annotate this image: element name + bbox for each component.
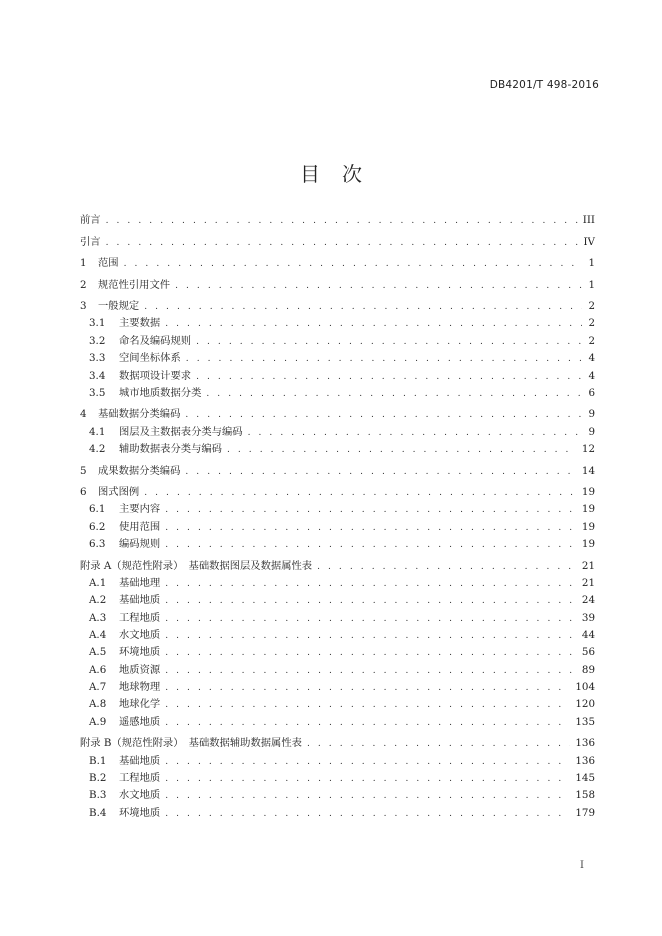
toc-entry-label — [89, 519, 160, 536]
toc-entry-title: 规范性引用文件 — [98, 278, 171, 291]
toc-entry[interactable] — [80, 610, 595, 627]
toc-entry-title: 基础地质 — [119, 754, 161, 767]
toc-entry-number: 3 — [80, 300, 87, 313]
toc-entry-title: 空间坐标体系 — [119, 352, 181, 365]
toc-leader-dots — [165, 645, 577, 662]
toc-leader-dots — [165, 502, 577, 519]
toc-entry-page: 1 — [588, 278, 595, 291]
toc-entry-number: 3.3 — [89, 352, 106, 365]
toc-entry-page: 19 — [581, 486, 595, 499]
toc-entry-label — [89, 644, 160, 661]
toc-entry-title: 工程地质 — [119, 772, 161, 784]
toc-entry-label — [89, 350, 181, 367]
toc-entry[interactable] — [80, 484, 595, 501]
toc-leader-dots — [175, 278, 582, 295]
toc-entry-number: 4.2 — [89, 443, 106, 456]
toc-entry-number: 4.1 — [89, 425, 106, 438]
toc-entry[interactable] — [80, 753, 595, 770]
toc-entry[interactable] — [80, 255, 595, 272]
toc-leader-dots — [165, 754, 570, 771]
toc-entry-title: 基础数据分类编码 — [98, 408, 181, 421]
toc-entry-label — [89, 424, 243, 441]
toc-entry-label — [89, 575, 160, 592]
toc-entry-page: 9 — [588, 425, 595, 438]
toc-entry-title: 主要数据 — [119, 317, 161, 330]
toc-entry-page: 44 — [581, 629, 595, 642]
toc-entry-number: 6.3 — [89, 538, 106, 551]
toc-entry-page: 2 — [588, 300, 595, 313]
toc-leader-dots — [165, 628, 577, 645]
toc-leader-dots — [144, 299, 582, 316]
table-of-contents — [80, 212, 595, 822]
toc-entry[interactable] — [80, 735, 595, 752]
toc-entry[interactable] — [80, 424, 595, 441]
toc-leader-dots — [186, 351, 582, 368]
toc-entry[interactable] — [80, 805, 595, 822]
toc-leader-dots — [124, 256, 582, 273]
toc-leader-dots — [248, 425, 582, 442]
toc-entry-number: 6 — [80, 486, 87, 499]
toc-entry-number: 3.1 — [89, 317, 106, 330]
toc-entry-page: 2 — [588, 317, 595, 330]
toc-entry[interactable] — [80, 644, 595, 661]
toc-entry[interactable] — [80, 662, 595, 679]
toc-entry-page: 14 — [581, 464, 595, 477]
toc-entry[interactable] — [80, 441, 595, 458]
toc-leader-dots — [165, 593, 577, 610]
toc-entry[interactable] — [80, 212, 595, 229]
toc-leader-dots — [165, 576, 577, 593]
toc-entry-title: 成果数据分类编码 — [98, 464, 181, 477]
toc-leader-dots — [165, 611, 577, 628]
toc-entry-label — [89, 787, 160, 804]
toc-entry-title: 基础地理 — [119, 577, 161, 590]
toc-entry-label — [89, 770, 160, 787]
toc-entry-label — [89, 501, 160, 518]
toc-entry-page: 4 — [588, 369, 595, 382]
toc-entry-title: 主要内容 — [119, 503, 161, 516]
toc-leader-dots — [165, 316, 582, 333]
toc-entry[interactable] — [80, 770, 595, 787]
toc-entry[interactable] — [80, 627, 595, 644]
toc-entry-label — [80, 298, 139, 315]
toc-entry-label — [89, 315, 160, 332]
toc-entry[interactable] — [80, 787, 595, 804]
toc-entry-number: B.2 — [89, 772, 107, 784]
toc-entry-page: 158 — [575, 789, 595, 802]
toc-entry[interactable] — [80, 519, 595, 536]
toc-entry-title: 使用范围 — [119, 520, 161, 533]
toc-entry-title: 范围 — [98, 257, 119, 270]
toc-entry-label — [89, 696, 160, 713]
toc-entry-page: 2 — [588, 334, 595, 347]
toc-entry-page: 19 — [581, 520, 595, 533]
toc-entry[interactable] — [80, 368, 595, 385]
toc-entry-title: 水文地质 — [119, 789, 161, 802]
toc-entry-label — [89, 385, 201, 402]
toc-entry-label — [80, 212, 101, 229]
toc-entry-page: 12 — [581, 443, 595, 456]
page-title: 目次 — [300, 162, 384, 186]
toc-entry-title: 水文地质 — [119, 629, 161, 642]
toc-entry-title: 地质资源 — [119, 663, 161, 676]
toc-entry-label — [89, 662, 160, 679]
toc-entry-number: 5 — [80, 464, 87, 477]
toc-leader-dots — [196, 334, 582, 351]
toc-entry-number: A.5 — [89, 646, 107, 659]
toc-entry-title: 地球化学 — [119, 698, 161, 711]
toc-entry-page: 136 — [575, 737, 595, 750]
toc-leader-dots — [106, 235, 579, 252]
toc-entry-label — [89, 714, 160, 731]
toc-entry-page: 56 — [581, 646, 595, 659]
toc-entry-number: A.2 — [89, 594, 107, 607]
toc-entry-title: 附录 B（规范性附录） 基础数据辅助数据属性表 — [80, 737, 302, 750]
toc-entry-title: 编码规则 — [119, 538, 161, 551]
toc-entry-page: 21 — [581, 577, 595, 590]
toc-leader-dots — [144, 485, 577, 502]
toc-entry-page: 135 — [575, 715, 595, 728]
toc-entry-label — [89, 805, 160, 822]
toc-entry-label — [80, 406, 180, 423]
toc-leader-dots — [196, 369, 582, 386]
toc-entry-page: 1 — [588, 257, 595, 270]
toc-leader-dots — [307, 736, 570, 753]
toc-entry[interactable] — [80, 501, 595, 518]
toc-entry-title: 遥感地质 — [119, 715, 161, 728]
toc-entry-title: 图层及主数据表分类与编码 — [119, 425, 243, 438]
toc-entry[interactable] — [80, 714, 595, 731]
toc-leader-dots — [317, 559, 577, 576]
toc-entry-label — [89, 333, 191, 350]
toc-entry-page: 120 — [575, 698, 595, 711]
toc-entry-title: 附录 A（规范性附录） 基础数据图层及数据属性表 — [80, 559, 313, 572]
toc-entry-number: B.1 — [89, 754, 107, 767]
toc-entry-label — [80, 255, 119, 272]
toc-entry-title: 基础地质 — [119, 594, 161, 607]
toc-entry-page: 39 — [581, 611, 595, 624]
toc-leader-dots — [227, 442, 577, 459]
toc-entry[interactable] — [80, 536, 595, 553]
toc-entry-page: 9 — [588, 408, 595, 421]
toc-entry-number: 3.5 — [89, 386, 106, 399]
toc-entry[interactable] — [80, 333, 595, 350]
toc-entry-page: III — [582, 214, 595, 226]
toc-entry[interactable] — [80, 298, 595, 315]
toc-entry-label — [89, 753, 160, 770]
toc-entry-label — [89, 536, 160, 553]
toc-entry[interactable] — [80, 679, 595, 696]
toc-entry[interactable] — [80, 463, 595, 480]
toc-entry-page: 4 — [588, 352, 595, 365]
toc-leader-dots — [165, 715, 570, 732]
toc-entry-number: 6.1 — [89, 503, 106, 516]
toc-entry-number: A.4 — [89, 629, 107, 642]
toc-entry[interactable] — [80, 277, 595, 294]
toc-entry-title: 命名及编码规则 — [119, 334, 192, 347]
toc-entry-number: 3.4 — [89, 369, 106, 382]
toc-entry-label — [89, 627, 160, 644]
toc-entry-number: A.7 — [89, 681, 107, 694]
toc-entry-label — [89, 368, 191, 385]
toc-entry-title: 数据项设计要求 — [119, 369, 192, 382]
toc-entry-label — [89, 441, 222, 458]
toc-leader-dots — [106, 213, 578, 230]
toc-leader-dots — [165, 806, 570, 823]
toc-entry-page: 19 — [581, 503, 595, 516]
document-id: DB4201/T 498-2016 — [489, 79, 599, 91]
toc-entry-page: 104 — [575, 681, 595, 694]
toc-entry-page: 89 — [581, 663, 595, 676]
toc-entry-title: 环境地质 — [119, 646, 161, 659]
toc-leader-dots — [165, 663, 577, 680]
toc-entry-page: 136 — [575, 754, 595, 767]
toc-entry-number: B.4 — [89, 806, 107, 819]
toc-entry-title: 一般规定 — [98, 300, 140, 313]
toc-entry[interactable] — [80, 558, 595, 575]
toc-entry-number: A.6 — [89, 663, 107, 676]
toc-entry-page: IV — [583, 235, 595, 248]
toc-entry-label — [89, 592, 160, 609]
toc-entry[interactable] — [80, 575, 595, 592]
toc-entry-label — [80, 463, 180, 480]
toc-entry-number: 4 — [80, 408, 87, 421]
toc-leader-dots — [165, 680, 570, 697]
toc-entry-page: 179 — [575, 806, 595, 819]
toc-entry-number: A.1 — [89, 577, 107, 590]
toc-leader-dots — [165, 697, 570, 714]
toc-entry[interactable] — [80, 350, 595, 367]
toc-leader-dots — [165, 537, 577, 554]
toc-entry-label — [80, 277, 170, 294]
toc-entry-label — [80, 484, 139, 501]
toc-leader-dots — [165, 771, 570, 788]
toc-entry-number: A.3 — [89, 611, 107, 624]
toc-entry[interactable] — [80, 234, 595, 251]
toc-entry-label — [89, 610, 160, 627]
toc-entry[interactable] — [80, 592, 595, 609]
toc-leader-dots — [165, 788, 570, 805]
toc-entry-label — [80, 234, 101, 251]
toc-entry[interactable] — [80, 696, 595, 713]
toc-leader-dots — [165, 520, 577, 537]
toc-entry-label — [80, 558, 312, 575]
toc-entry-number: A.9 — [89, 715, 107, 728]
toc-leader-dots — [206, 386, 582, 403]
toc-entry-title: 城市地质数据分类 — [119, 386, 202, 399]
toc-entry-title: 地球物理 — [119, 681, 161, 694]
toc-entry[interactable] — [80, 315, 595, 332]
toc-entry-number: B.3 — [89, 789, 107, 802]
toc-leader-dots — [185, 464, 577, 481]
toc-entry-page: 6 — [588, 386, 595, 399]
toc-entry-title: 工程地质 — [119, 611, 161, 624]
toc-entry-label — [80, 735, 302, 752]
toc-entry-number: 2 — [80, 278, 87, 291]
toc-entry-number: 3.2 — [89, 334, 106, 347]
page-number: I — [580, 860, 584, 871]
toc-entry-number: A.8 — [89, 698, 107, 711]
toc-entry-title: 图式图例 — [98, 486, 140, 499]
toc-entry-page: 21 — [581, 559, 595, 572]
toc-entry[interactable] — [80, 406, 595, 423]
toc-entry-title: 引言 — [80, 235, 101, 248]
toc-entry-page: 19 — [581, 538, 595, 551]
toc-entry-label — [89, 679, 160, 696]
toc-entry-title: 辅助数据表分类与编码 — [119, 443, 222, 456]
toc-entry-number: 1 — [80, 257, 87, 270]
toc-entry-page: 145 — [575, 772, 595, 784]
toc-entry-title: 环境地质 — [119, 806, 161, 819]
toc-entry-page: 24 — [581, 594, 595, 607]
toc-leader-dots — [185, 407, 582, 424]
toc-entry-number: 6.2 — [89, 520, 106, 533]
toc-entry-title: 前言 — [80, 214, 101, 226]
toc-entry[interactable] — [80, 385, 595, 402]
